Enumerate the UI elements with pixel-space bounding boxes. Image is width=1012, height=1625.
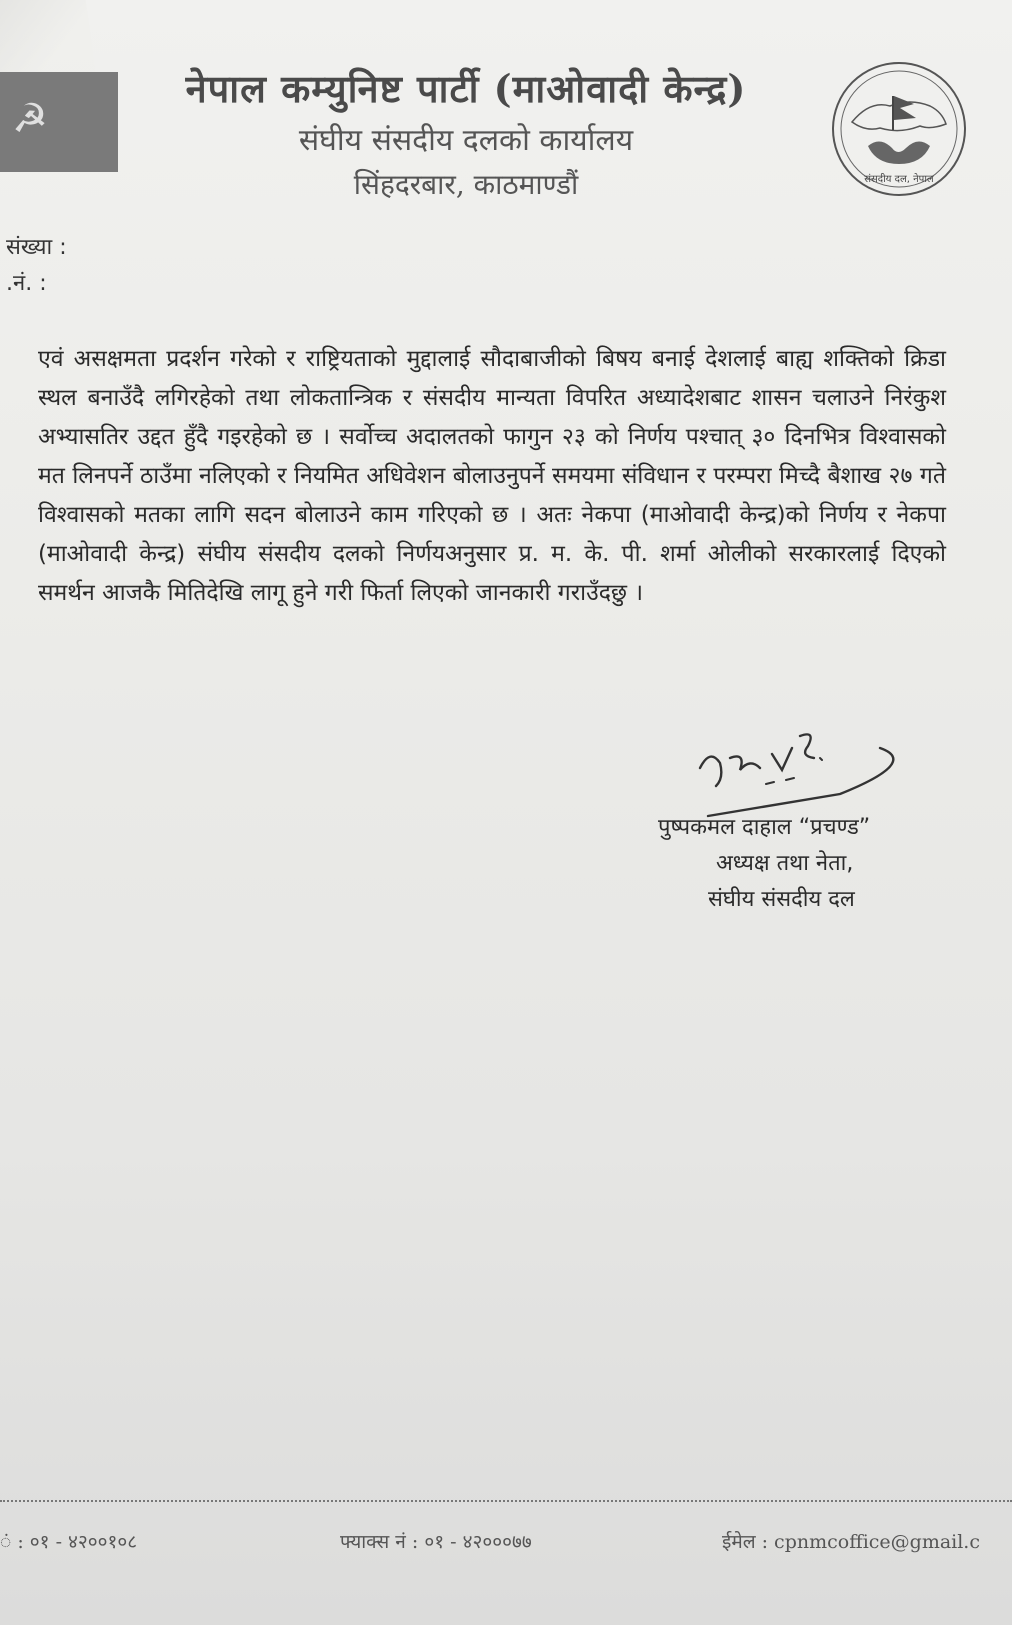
signatory-body: संघीय संसदीय दल <box>708 887 855 912</box>
signature-icon <box>690 708 960 818</box>
letterhead <box>120 62 812 203</box>
party-name: नेपाल कम्युनिष्ट पार्टी (माओवादी केन्द्र) <box>185 66 747 111</box>
office-address: सिंहदरबार, काठमाण्डौं <box>353 168 579 201</box>
footer-phone: ं : ०१ - ४२००१०८ <box>0 1531 138 1553</box>
footer-fax: फ्याक्स नं : ०१ - ४२०००७७ <box>340 1531 532 1553</box>
footer-divider <box>0 1500 1012 1502</box>
letter-body: एवं असक्षमता प्रदर्शन गरेको र राष्ट्रियताको मुद्दालाई सौदाबाजीको बिषय बनाई देशलाई बाह्य शक्तिको क्रिडा स्थल बनाउँदै लगिरहेको तथा लोकतान्त्रिक र संसदीय मान्यता विपरित अध्यादेशबाट शासन चलाउने निरंकुश अभ्यासतिर उद्दत हुँदै गइरहेको छ । सर्वोच्च अदालतको फागुन २३ को निर्णय पश्चात् ३० दिनभित्र विश्वासको मत लिनपर्ने ठाउँमा नलिएको र नियमित अधिवेशन बोलाउनुपर्ने समयमा संविधान र परम्परा मिच्दै बैशाख २७ गते विश्वासको मतका लागि सदन बोलाउने काम गरिएको छ । अतः नेकपा (माओवादी केन्द्र)को निर्णय र नेकपा (माओवादी केन्द्र) संघीय संसदीय दलको निर्णयअनुसार प्र. म. के. पी. शर्मा ओलीको सरकारलाई दिएको समर्थन आजकै मितिदेखि लागू हुने गरी फिर्ता लिएको जानकारी गराउँदछु । <box>38 346 946 606</box>
signatory-name: पुष्पकमल दाहाल “प्रचण्ड” <box>658 815 871 840</box>
party-flag <box>0 72 118 172</box>
hammer-sickle-icon: ☭ <box>12 96 48 142</box>
reference-block <box>6 230 67 302</box>
signatory-title: अध्यक्ष तथा नेता, <box>716 851 854 876</box>
party-seal-icon <box>830 60 968 198</box>
footer-email: ईमेल : cpnmcoffice@gmail.c <box>722 1531 980 1553</box>
number-label: संख्या : <box>6 235 67 260</box>
signatory-block <box>658 810 870 918</box>
ref-label: .नं. : <box>6 271 47 296</box>
office-name: संघीय संसदीय दलको कार्यालय <box>298 123 634 158</box>
seal-text: संसदीय दल, नेपाल <box>864 174 934 185</box>
